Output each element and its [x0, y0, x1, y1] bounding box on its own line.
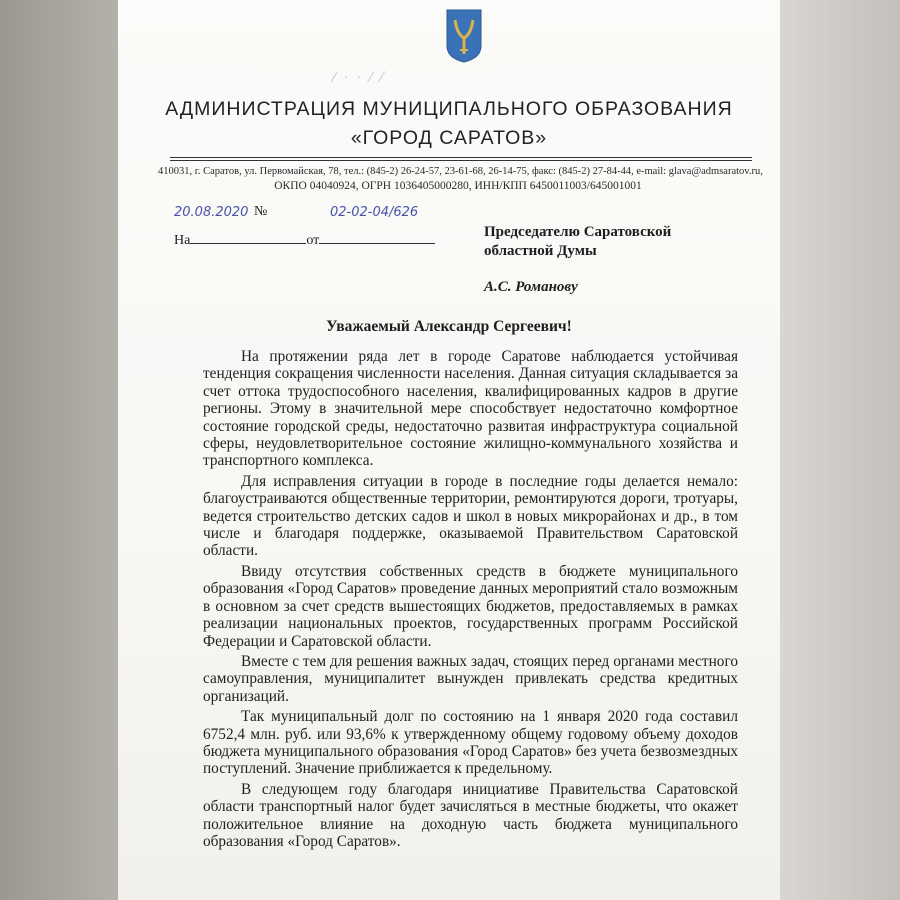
recipient-title-line-1: Председателю Саратовской — [484, 224, 672, 240]
in-reply-label: На — [174, 233, 191, 248]
body-paragraph: Вместе с тем для решения важных задач, стоящих перед органами местного самоуправления, муниципалитет вынужден привлекать средства кредитных организаций. — [203, 652, 738, 705]
org-title-line-2: «ГОРОД САРАТОВ» — [350, 127, 548, 149]
from-label: от — [306, 233, 320, 248]
body-paragraph: Для исправления ситуации в городе в последние годы делается немало: благоустраиваются общественные территории, ремонтируются дороги, тротуары, ведется строительство детских садов и школ в новых микрорайонах и др., в том числе и благодаря поддержке, оказываемой Правительством Саратовской области. — [203, 472, 738, 560]
header-divider-thin — [170, 160, 752, 161]
org-registry-codes: ОКПО 04040924, ОГРН 1036405000280, ИНН/КПП 6450011003/645001001 — [274, 180, 642, 192]
letter-page — [118, 0, 780, 900]
header-divider-thick — [170, 157, 752, 158]
in-reply-to-row — [174, 230, 435, 249]
salutation: Уважаемый Александр Сергеевич! — [326, 318, 572, 335]
handwritten-outgoing-number: 02-02-04/626 — [330, 205, 419, 220]
recipient-name: А.С. Романову — [484, 279, 578, 295]
outgoing-number-label: № — [254, 204, 268, 219]
faint-stamp-mark: ⁄ · · ⁄ ⁄ — [333, 70, 385, 86]
handwritten-date: 20.08.2020 — [174, 205, 249, 220]
org-title-line-1: АДМИНИСТРАЦИЯ МУНИЦИПАЛЬНОГО ОБРАЗОВАНИЯ — [165, 98, 733, 120]
recipient-title-line-2: областной Думы — [484, 243, 597, 259]
body-paragraph: Так муниципальный долг по состоянию на 1 января 2020 года составил 6752,4 млн. руб. или 93,6% к утвержденному общему годовому объему доходов бюджета муниципального образования «Город Саратов» без учета безвозмездных поступлений. Значение приближается к предельному. — [203, 708, 738, 778]
background-surface-left — [0, 0, 118, 900]
body-paragraph: Ввиду отсутствия собственных средств в бюджете муниципального образования «Город Саратов» проведение данных мероприятий стало возможным в основном за счет средств вышестоящих бюджетов, предоставляемых в рамках реализации национальных проектов, государственных программ Российской Федерации и Саратовской области. — [203, 562, 738, 650]
letter-body — [203, 348, 738, 853]
body-paragraph: На протяжении ряда лет в городе Саратове наблюдается устойчивая тенденция сокращения численности населения. Данная ситуация складывается за счет оттока трудоспособного населения, квалифицированных кадров в другие регионы. Этому в значительной мере способствует недостаточно комфортное состояние городской среды, недостаточно развитая инфраструктура социальной сферы, неудовлетворительное состояние жилищно-коммунального хозяйства и транспортного комплекса. — [203, 348, 738, 470]
background-surface-right — [780, 0, 900, 900]
body-paragraph: В следующем году благодаря инициативе Правительства Саратовской области транспортный налог будет зачисляться в местные бюджеты, что окажет положительное влияние на доходную часть бюджета муниципального образования «Город Саратов». — [203, 780, 738, 850]
saratov-coat-of-arms-icon — [445, 8, 483, 64]
org-address-contacts: 410031, г. Саратов, ул. Первомайская, 78, тел.: (845-2) 26-24-57, 23-61-68, 26-14-75, факс: (845-2) 27-84-44, e-mail: glava@admsaratov.ru, — [158, 166, 763, 177]
from-date-blank — [319, 230, 435, 244]
in-reply-blank — [190, 230, 306, 244]
